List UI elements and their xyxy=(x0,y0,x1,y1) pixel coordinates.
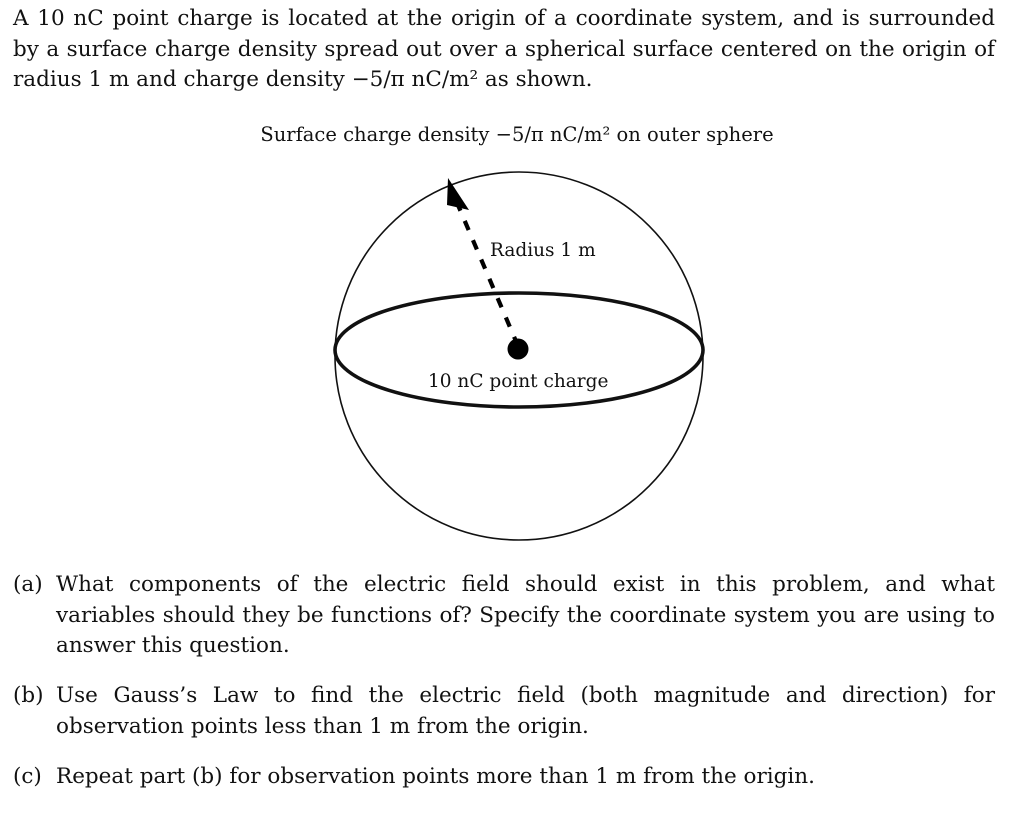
question-a xyxy=(13,570,995,662)
question-c-text: Repeat part (b) for observation points more than 1 m from the origin. xyxy=(56,764,815,789)
radius-dashed-line xyxy=(455,198,518,346)
point-charge-label: 10 nC point charge xyxy=(428,371,609,392)
problem-statement-part1: A 10 nC point charge is located at the origin of a coordinate system, and is surrounded by a surface charge density spread out over a spherical surface centered on the origin of radius 1 m and charge density xyxy=(13,6,995,92)
question-c xyxy=(13,762,995,793)
question-b xyxy=(13,681,995,742)
figure-caption: Surface charge density −5/π nC/m² on outer sphere xyxy=(260,123,774,146)
question-a-text: What components of the electric field should exist in this problem, and what variables should they be functions of? Specify the coordinate system you are using to answer this question. xyxy=(56,572,995,658)
question-b-text: Use Gauss’s Law to find the electric field (both magnitude and direction) for observation points less than 1 m from the origin. xyxy=(56,683,995,739)
radius-label: Radius 1 m xyxy=(490,240,596,261)
problem-statement-part2: as shown. xyxy=(478,67,593,92)
question-c-label: (c) xyxy=(13,764,42,789)
charge-density-expression: −5/π nC/m² xyxy=(351,67,479,92)
point-charge-dot xyxy=(508,339,529,360)
question-a-label: (a) xyxy=(13,572,43,597)
question-b-label: (b) xyxy=(13,683,44,708)
